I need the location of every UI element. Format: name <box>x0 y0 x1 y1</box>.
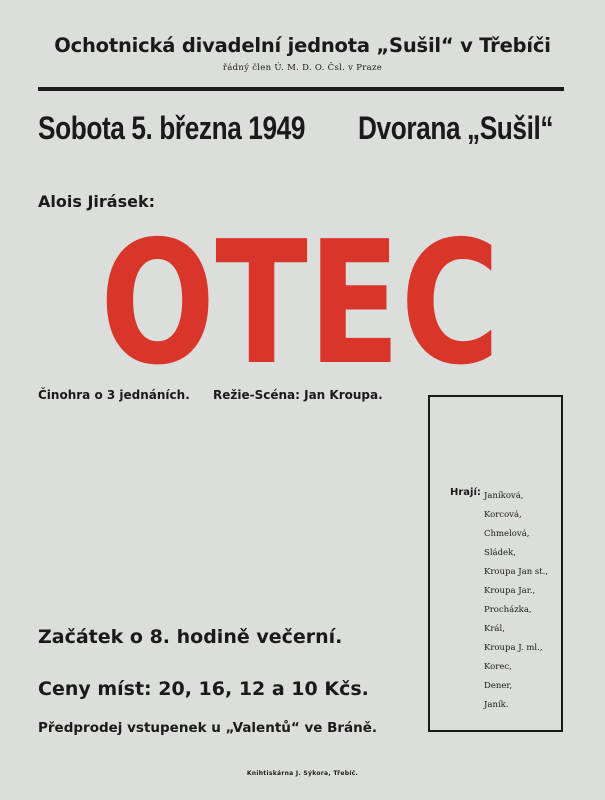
cast-member: Sládek, <box>484 548 516 558</box>
printer-credit: Knihtiskárna J. Sýkora, Třebíč. <box>246 770 359 777</box>
play-author: Alois Jirásek: <box>38 192 155 211</box>
cast-list <box>484 487 548 715</box>
cast-member: Chmelová, <box>484 529 530 539</box>
play-title <box>95 225 505 375</box>
cast-member: Procházka, <box>484 605 532 615</box>
play-direction: Režie-Scéna: Jan Kroupa. <box>213 388 383 402</box>
presale-info: Předprodej vstupenek u „Valentů“ ve Bráně. <box>38 720 378 736</box>
cast-member: Kroupa Jan st., <box>484 567 549 577</box>
play-genre: Činohra o 3 jednáních. <box>38 388 190 402</box>
cast-member: Janík. <box>484 700 509 710</box>
cast-member: Kroupa J. ml., <box>484 643 543 653</box>
cast-member: Kroupa Jar., <box>484 586 536 596</box>
cast-member: Korec, <box>484 662 512 672</box>
cast-member: Korcová, <box>484 510 522 520</box>
cast-member: Král, <box>484 624 505 634</box>
ticket-prices: Ceny míst: 20, 16, 12 a 10 Kčs. <box>38 678 369 700</box>
header-divider <box>38 87 564 91</box>
cast-label: Hrají: <box>450 487 481 498</box>
start-time: Začátek o 8. hodině večerní. <box>38 626 343 648</box>
event-date: Sobota 5. března 1949 <box>38 110 306 146</box>
cast-member: Janíková, <box>484 491 524 501</box>
event-venue: Dvorana „Sušil“ <box>358 110 554 146</box>
membership-note: řádný člen Ú. M. D. O. Čsl. v Praze <box>222 63 383 73</box>
play-title-text: OTEC <box>100 225 500 375</box>
organization-heading: Ochotnická divadelní jednota „Sušil“ v Třebíči <box>54 34 551 57</box>
cast-member: Dener, <box>484 681 513 691</box>
